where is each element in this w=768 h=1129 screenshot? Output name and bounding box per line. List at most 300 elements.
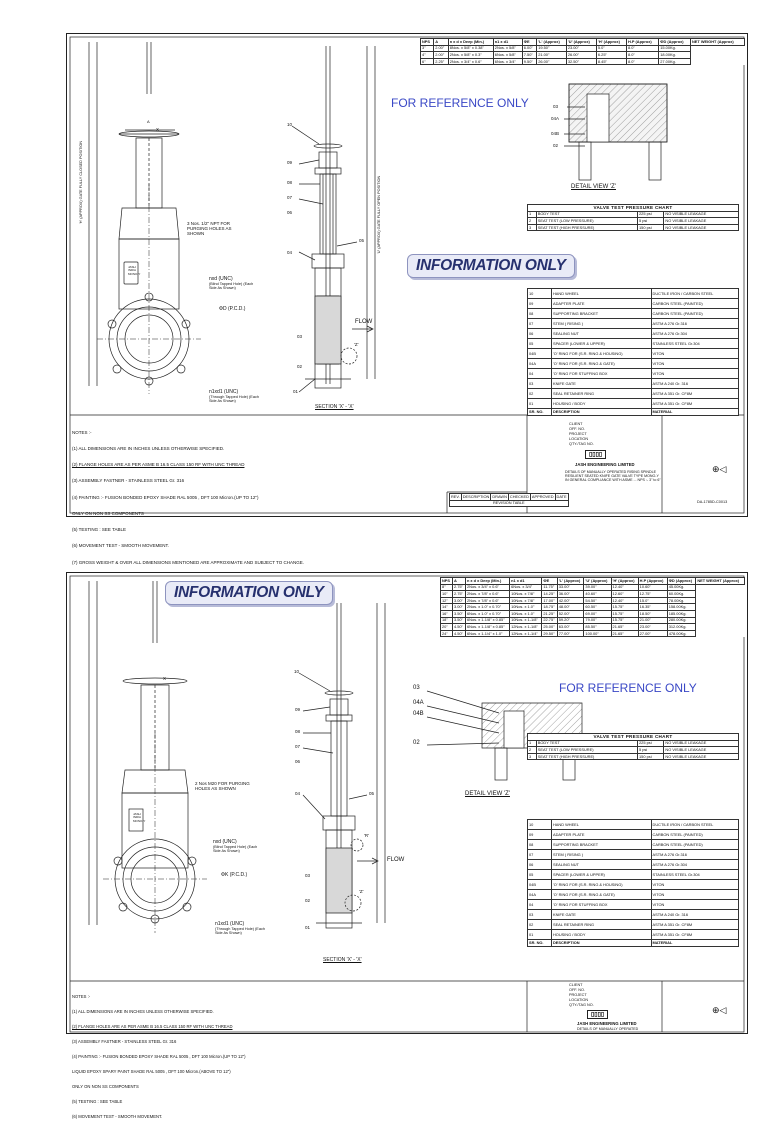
client-field: CLIENT [569,983,583,987]
table-row [528,319,739,329]
client-block-2 [569,983,594,1008]
table-cell: ASTM A 276 Gr.304 [651,329,738,339]
table-cell: 26.00" [537,58,567,65]
detail-view-label: DETAIL VIEW 'Z' [571,184,616,190]
table-cell: 2Nos. x 5/8" x 0.3" [448,52,493,59]
company-logo: ▯▯▯▯ [587,1010,608,1019]
detail-callout: 03 [553,104,559,109]
detail-callout: 04A [413,700,424,706]
revision-title: REVISION TABLE [450,500,569,507]
table-cell: 'O' RING FOR (S.R. RING & GATE) [551,359,651,369]
pressure-chart-2 [527,733,739,760]
table-cell: KNIFE GATE [551,910,651,920]
dim-header-cell: NPS [441,578,453,585]
dimension-table-1 [420,38,745,65]
information-only-badge: INFORMATION ONLY [407,254,575,278]
table-cell: 77.00" [557,630,584,637]
nameplate-line: MONO-Y [133,818,146,823]
table-cell: 85.50" [584,624,611,631]
table-cell: BODY TEST [536,211,637,218]
table-cell: 12.75" [638,591,667,598]
table-cell: STAINLESS STEEL Gr.304 [651,339,738,349]
table-row [441,591,745,598]
nxd-label-2: nxd (UNC) [213,839,237,845]
pcd-label-2: ΦK (P.C.D.) [221,872,248,878]
table-cell: 12" [441,597,453,604]
table-cell: CARBON STEEL (PAINTED) [651,309,738,319]
company-name: JASH ENGINEERING LIMITED [575,462,635,467]
table-cell: 14.25" [542,591,557,598]
table-cell: ASTM A 351 Gr. CF8M [651,389,738,399]
rev-header-cell: DATE [556,493,567,499]
table-cell: ADAPTER PLATE [551,299,651,309]
parts-footer-cell: DESCRIPTION [551,940,651,947]
dim-header-cell: ΦE [522,39,536,46]
table-cell: HOUSING / BODY [551,399,651,409]
table-cell: 1 [528,740,537,747]
table-row [528,224,739,231]
z-mark: 'Z' [354,342,359,347]
table-cell: 10 [528,289,552,299]
callout-01: 01 [305,925,311,930]
parts-footer-cell: DESCRIPTION [551,409,651,416]
table-cell: 18.50" [638,610,667,617]
table-cell: 15.75" [611,610,638,617]
table-cell: 18.00Kg. [659,52,691,59]
table-cell: 04 [528,900,552,910]
purge-note-2: 2 Nos M20 FOR PURGING HOLES AS SHOWN [195,781,250,791]
callout-08: 08 [295,729,301,734]
table-row [421,58,745,65]
table-row [528,339,739,349]
table-row [528,890,739,900]
table-cell: VITON [651,349,738,359]
table-cell: 03 [528,910,552,920]
table-cell: 54.50" [584,597,611,604]
dim-u-label: 'U' (APPROX) GATE FULLY OPEN POSITION [377,175,381,254]
callout-06: 06 [295,759,301,764]
table-cell: 05 [528,339,552,349]
table-cell: 2 [528,218,537,225]
table-cell: ASTM A 276 Gr.316 [651,850,738,860]
table-cell: 5 psi [638,747,664,754]
nameplate-line: INDIA [133,815,142,820]
table-cell: 18" [441,617,453,624]
nameplate-line: INDIA [128,268,137,273]
table-cell: 17.00" [542,597,557,604]
table-cell: 6" [421,58,434,65]
company-logo: ▯▯▯▯ [585,450,606,459]
table-cell: 2Nos. x 3/4" x 0.6" [448,58,493,65]
table-cell: VITON [651,369,738,379]
table-row [528,860,739,870]
table-cell: 8.0" [627,58,659,65]
table-cell: 9.50" [522,58,536,65]
callout-08: 08 [287,180,293,185]
table-cell: SUPPORTING BRACKET [551,309,651,319]
table-row [528,747,739,754]
note-line: LIQUID EPOXY SPARY PAINT SHADE RAL 5005 , DFT 100 Micron.(ABOVE TO 12") [72,1069,231,1074]
table-cell: 69.00" [584,610,611,617]
table-cell: 10.60" [638,584,667,591]
table-cell: 3.00" [452,604,465,611]
table-cell: 79.00" [584,617,611,624]
callout-09: 09 [287,160,293,165]
table-cell: 6.00" [522,45,536,52]
dim-header-cell: H.P (Approx) [627,39,659,46]
table-cell: 07 [528,319,552,329]
table-cell: STAINLESS STEEL Gr.304 [651,870,738,880]
callout-03: 03 [305,873,311,878]
table-cell: 15.0" [638,597,667,604]
table-cell: 19.50" [537,45,567,52]
callout-02: 02 [297,364,303,369]
dimension-rows [441,584,745,637]
table-row [528,840,739,850]
table-cell: 08 [528,840,552,850]
table-row [528,289,739,299]
callout-06: 06 [287,210,293,215]
note-line: (5) TESTING : SEE TABLE [72,527,127,533]
table-cell: SEAL RETAINER RING [551,920,651,930]
nxd-sub-label-2: (Blind Tapped Hole) (Each Side As Shown) [213,845,258,853]
table-cell: 04A [528,890,552,900]
note-line: (3) ASSEMBLY FASTNER - STAINLESS STEEL Gr. 316 [72,1039,177,1044]
table-cell: 3" [421,45,434,52]
callout-05: 05 [359,238,365,243]
client-field: LOCATION [569,437,589,441]
table-row [528,389,739,399]
table-cell: 40.60" [584,591,611,598]
parts-list-2 [527,819,739,947]
callout-07: 07 [295,744,301,749]
table-cell: 10Nos. x 1-1/8" [510,617,542,624]
table-cell: 10Nos. x 7/8" [510,597,542,604]
flow-label-2: FLOW [387,857,405,863]
table-cell: HAND WHEEL [551,820,651,830]
note-line: (3) ASSEMBLY FASTNER - STAINLESS STEEL Gr. 316 [72,478,185,484]
table-row [528,920,739,930]
table-cell: 2.75" [452,591,465,598]
table-row [421,52,745,59]
table-cell: 27.00" [638,630,667,637]
table-cell: KNIFE GATE [551,379,651,389]
dim-header-cell: ΦD (Approx) [659,39,691,46]
table-cell: SPACER (LOWER & UPPER) [551,870,651,880]
table-cell: 2.25" [434,58,448,65]
note-line: NOTES :- [72,994,91,999]
drawing-description: DETAILS OF MANUALLY OPERATED RISING SPINDLE RESILIENT SEATED KNIFE GATE VALVE TYPE MONO-Y IN GENERAL COMPLIANCE WITH ASME ... NPS :- 3" to 6" [565,470,661,483]
table-cell: 48.00" [557,604,584,611]
table-cell: 23.00" [638,624,667,631]
table-cell: 150 psi [638,753,664,760]
client-field: CLIENT [569,422,583,426]
table-cell: 04 [528,369,552,379]
table-cell: NO VISIBLE LEAKAGE [664,747,739,754]
section-label: SECTION 'X' - 'X' [315,404,354,410]
table-cell: 14" [441,604,453,611]
table-row [441,630,745,637]
table-cell: 3.50" [452,617,465,624]
table-cell: CARBON STEEL (PAINTED) [651,299,738,309]
pressure-chart-1 [527,204,739,231]
table-cell: 'O' RING FOR (S.R. RING & GATE) [551,890,651,900]
table-row [528,299,739,309]
dim-header-cell: 'U' (Approx) [566,39,596,46]
dimension-rows [421,45,745,65]
dim-header-cell: A [452,578,465,585]
table-cell: SEAT TEST (HIGH PRESSURE) [536,753,637,760]
table-row [528,753,739,760]
callout-10: 10 [287,122,293,127]
table-row [528,930,739,940]
detail-callout: 02 [553,143,559,148]
callout-02: 02 [305,898,311,903]
detail-callout: 04B [413,711,424,717]
table-cell: 63.00" [557,624,584,631]
revision-table-1 [449,493,569,507]
table-cell: HAND WHEEL [551,289,651,299]
table-cell: 280.00Kg. [667,617,696,624]
table-cell: STEM ( RISING ) [551,319,651,329]
table-cell: VITON [651,880,738,890]
nameplate-line: JASH [128,265,136,269]
table-cell: 6Nos. x 5/8" [493,52,522,59]
detail-view-label-2: DETAIL VIEW 'Z' [465,791,510,797]
table-cell: 3.00" [452,597,465,604]
client-field: PROJECT [569,432,587,436]
table-cell: 06 [528,329,552,339]
reference-only-label: FOR REFERENCE ONLY [391,96,529,110]
table-cell: 18.75" [542,604,557,611]
note-line: (7) GROSS WEIGHT & OVER ALL DIMENSIONS MENTIONED ARE APPROXIMATE AND SUBJECT TO CHANGE. [72,559,304,565]
callout-03: 03 [297,334,303,339]
section-label-2: SECTION 'X' - 'X' [323,957,362,963]
table-cell: 15.75" [611,617,638,624]
table-cell: 6Nos. x 3/4" [510,584,542,591]
table-cell: NO VISIBLE LEAKAGE [664,218,739,225]
table-cell: 6Nos. x 1.0" x 0.70" [465,610,509,617]
table-cell: 04B [528,349,552,359]
table-cell: 21.65" [611,624,638,631]
table-cell: 12.60" [611,591,638,598]
table-row [528,830,739,840]
table-cell: 39.00" [584,584,611,591]
table-cell: 10Nos. x 1.0" [510,610,542,617]
table-row [528,359,739,369]
table-cell: 02 [528,920,552,930]
dim-header-cell: 'L' (Approx) [557,578,584,585]
body-nameplate-2 [133,813,145,823]
client-field: OFF. NO. [569,427,586,431]
table-row [528,740,739,747]
table-cell: CARBON STEEL (PAINTED) [651,830,738,840]
table-row [528,379,739,389]
table-cell: 01 [528,930,552,940]
table-cell: 185.00Kg. [667,610,696,617]
table-cell: 'O' RING FOR (S.R. RING & HOUSING) [551,349,651,359]
client-field: QTY./TAG NO. [569,442,594,446]
table-cell: 12Nos. x 1-1/8" [510,624,542,631]
notes-block-2 [72,984,246,1129]
table-cell: 10 [528,820,552,830]
table-cell: 23.00" [566,45,596,52]
table-cell: 2 [528,747,537,754]
table-cell: 8Nos. x 5/8" x 0.38" [448,45,493,52]
detail-callout: 02 [413,740,420,746]
client-field: PROJECT [569,993,587,997]
table-row [421,45,745,52]
table-row [441,604,745,611]
table-cell: 100.00" [584,630,611,637]
table-cell: 12.40" [611,584,638,591]
table-row [528,329,739,339]
table-row [528,910,739,920]
dim-header-cell: n x d x Deep (Min.) [448,39,493,46]
note-line: (4) PAINTING :- FUSION BONDED EPOXY SHADE RAL 5005 , DFT 100 Micron.(UP TO 12") [72,494,259,500]
table-cell: 4" [421,52,434,59]
note-line: NOTES :- [72,429,92,435]
table-cell: 59.20" [557,617,584,624]
table-cell: 6Nos. x 3/4" [493,58,522,65]
callout-09: 09 [295,707,301,712]
table-row [441,624,745,631]
client-field: QTY./TAG NO. [569,1003,594,1007]
table-cell: 21.00" [638,617,667,624]
drawing-description: DETAILS OF MANUALLY OPERATED [577,1027,639,1031]
callout-10: 10 [294,669,300,674]
dim-header-cell: NET WEIGHT (Approx) [696,578,745,585]
table-cell: 225 psi [638,740,664,747]
table-cell: 08 [528,309,552,319]
table-cell: 4.50" [452,630,465,637]
table-cell: 5 psi [638,218,664,225]
x-mark-2: X [163,676,167,681]
table-cell: 20" [441,624,453,631]
table-cell: 15.00Kg. [659,45,691,52]
table-cell: 10Nos. x 7/8" [510,591,542,598]
table-cell: BODY TEST [536,740,637,747]
table-cell: 11.75" [542,584,557,591]
information-only-badge-2: INFORMATION ONLY [165,581,333,605]
notes-block-1 [72,419,304,592]
table-cell: 8.0" [627,52,659,59]
table-cell: 7.50" [522,52,536,59]
table-cell: VITON [651,359,738,369]
parts-footer-cell: SR. NO. [528,409,552,416]
table-cell: 29.50" [542,630,557,637]
table-row [528,349,739,359]
drawing-sheet-1 [66,33,748,565]
pressure-rows [528,211,739,231]
table-cell: 12Nos. x 1-1/4" [510,630,542,637]
note-line: (2) FLANGE HOLES ARE AS PER ASME B 16.5 CLASS 150 RF WITH UNC THREAD [72,1024,233,1029]
detail-callout: 03 [413,685,420,691]
parts-rows [528,820,739,940]
table-cell: 16" [441,610,453,617]
nxd-sub-label: (Blind Tapped Hole) (Each Side As Shown) [209,282,254,290]
parts-footer-cell: SR. NO. [528,940,552,947]
table-cell: 8" [441,584,453,591]
table-cell: 05 [528,870,552,880]
note-line: (5) TESTING : SEE TABLE [72,1099,123,1104]
table-cell: 42.00" [557,597,584,604]
table-cell: 1 [528,211,537,218]
table-cell: 2Nos. x 7/8" x 0.6" [465,597,509,604]
table-cell: 04B [528,880,552,890]
pressure-rows [528,740,739,760]
table-row [441,617,745,624]
n1xd1-sub-label-2: (Through Tapped Hole) (Each Side As Shown) [215,927,265,935]
client-field: OFF. NO. [569,988,586,992]
table-cell: SEALING NUT [551,329,651,339]
table-cell: 225 psi [638,211,664,218]
table-cell: 15.75" [611,604,638,611]
table-cell: VITON [651,900,738,910]
valve-drawing-2 [67,573,747,1033]
table-cell: 6Nos. x 1-1/4" x 1.0" [465,630,509,637]
rev-header-cell: DESCRIPTION [462,493,490,499]
note-line: (1) ALL DIMENSIONS ARE IN INCHES UNLESS OTHERWISE SPECIFIED. [72,1009,214,1014]
table-row [528,211,739,218]
table-cell: 26.00" [566,52,596,59]
table-cell: NO VISIBLE LEAKAGE [664,211,739,218]
table-cell: 33.00" [557,584,584,591]
dim-a-label: A [147,119,150,124]
table-cell: 02 [528,389,552,399]
table-cell: 21.65" [611,630,638,637]
flow-label: FLOW [355,319,373,325]
pcd-label: ΦD (P.C.D.) [219,306,246,312]
parts-footer-cell: MATERIAL [651,940,738,947]
note-line: ONLY ON NON SS COMPONENTS [72,510,144,516]
dim-header-cell: NPS [421,39,434,46]
nameplate-line: MONO-Y [128,271,141,276]
table-cell: 09 [528,299,552,309]
rev-header-cell: APPROVED [531,493,554,499]
table-cell: 10" [441,591,453,598]
table-row [441,597,745,604]
table-cell: 27.00Kg. [659,58,691,65]
table-cell: 03 [528,379,552,389]
table-cell: 'O' RING FOR (S.R. RING & HOUSING) [551,880,651,890]
projection-symbol-icon: ⊕◁ [712,464,727,474]
client-block-1 [569,422,594,447]
callout-04: 04 [287,250,293,255]
nameplate-line: JASH [133,812,141,816]
table-row [528,369,739,379]
parts-footer-cell: MATERIAL [651,409,738,416]
table-cell: 'O' RING FOR STUFFING BOX [551,369,651,379]
table-cell: CARBON STEEL (PAINTED) [651,840,738,850]
n1xd1-label: n1xd1 (UNC) [209,389,239,395]
table-cell: 2Nos. x 3/4" x 0.6" [465,584,509,591]
table-cell: 16.35" [638,604,667,611]
table-cell: ASTM A 351 Gr. CF8M [651,930,738,940]
table-cell: 2.75" [452,584,465,591]
table-cell: 04A [528,359,552,369]
table-cell: 01 [528,399,552,409]
client-field: LOCATION [569,998,589,1002]
table-cell: NO VISIBLE LEAKAGE [664,224,739,231]
z-mark-2: 'Z' [359,889,364,894]
note-line: ONLY ON NON SS COMPONENTS [72,1084,139,1089]
callout-01: 01 [293,389,299,394]
table-cell: 36.00" [557,591,584,598]
table-cell: SEAL RETAINER RING [551,389,651,399]
n1xd1-sub-label: (Through Tapped Hole) (Each Side As Shown) [209,395,259,403]
drawing-number: DA-1785D-C0013 [697,500,728,504]
